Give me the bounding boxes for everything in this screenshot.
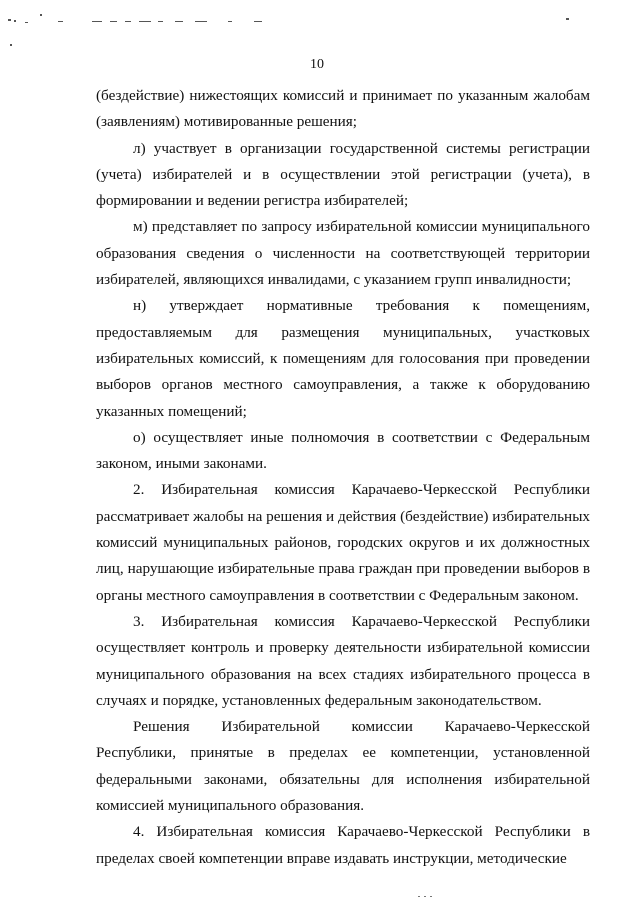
document-body [96,83,590,872]
paragraph-item-l: л) участвует в организации государственной системы регистрации (учета) избирателей и в осуществлении этой регистрации (учета), в формировании и ведении регистра избирателей; [96,139,590,210]
scan-artifacts [0,0,634,60]
paragraph-item-o: о) осуществляет иные полномочия в соответствии с Федеральным законом, иными законами. [96,428,590,473]
paragraph-item-n: н) утверждает нормативные требования к помещениям, предоставляемым для размещения муниципальных, участковых избирательных комиссий, к помещениям для голосования при проведении выборов органов местного самоуправления, а также к оборудованию указанных помещений; [96,297,590,420]
paragraph-section-3-decisions: Решения Избирательной комиссии Карачаево-Черкесской Республики, принятые в пределах ее компетенции, установленной федеральными законами, обязательны для исполнения избирательной комиссией муниципального образования. [96,718,590,815]
page-number: 10 [310,57,324,72]
scan-artifact-bottom [0,890,634,905]
paragraph-section-2: 2. Избирательная комиссия Карачаево-Черкесской Республики рассматривает жалобы на решения и действия (бездействие) избирательных комиссий муниципальных районов, городских округов и их должностных лиц, нарушающие избирательные права граждан при проведении выборов в органы местного самоуправления в соответствии с Федеральным законом. [96,481,590,604]
paragraph-item-m: м) представляет по запросу избирательной комиссии муниципального образования сведения о численности на соответствующей территории избирателей, являющихся инвалидами, с указанием групп инвалидности; [96,218,590,289]
paragraph-section-3: 3. Избирательная комиссия Карачаево-Черкесской Республики осуществляет контроль и проверку деятельности избирательной комиссии муниципального образования на всех стадиях избирательного процесса в случаях и порядке, установленных федеральным законодательством. [96,612,590,709]
paragraph-continuation: (бездействие) нижестоящих комиссий и принимает по указанным жалобам (заявлениям) мотивированные решения; [96,87,590,131]
paragraph-section-4: 4. Избирательная комиссия Карачаево-Черкесской Республики в пределах своей компетенции вправе издавать инструкции, методические [96,823,590,867]
